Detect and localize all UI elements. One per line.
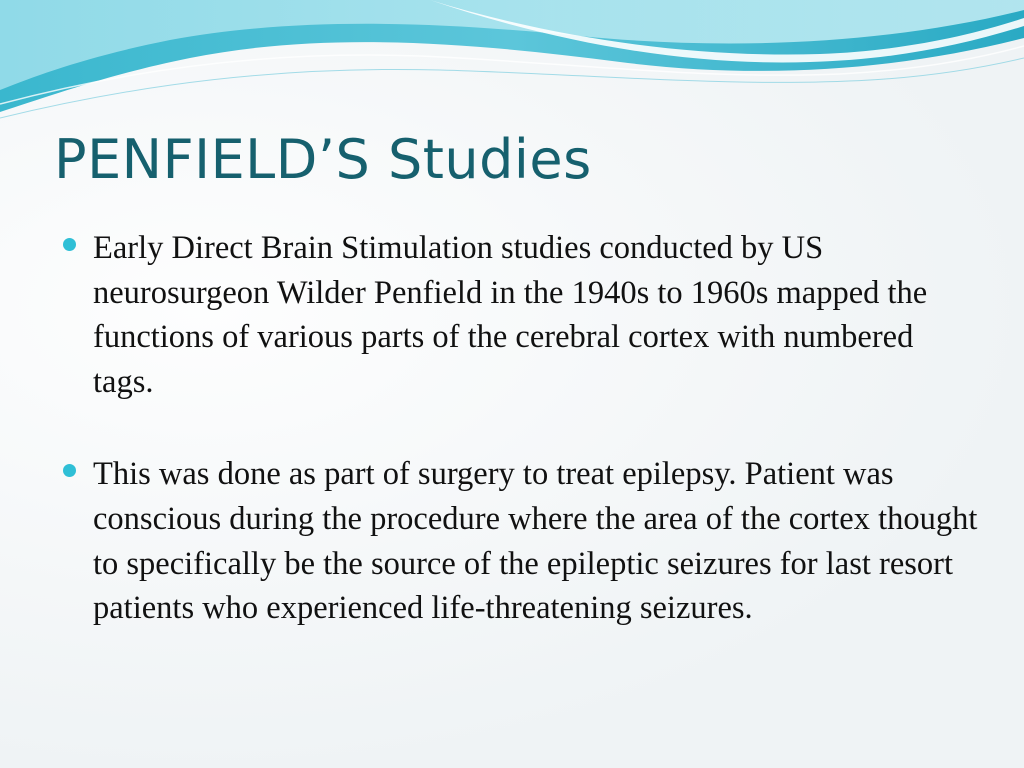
bullet-text-1: Early Direct Brain Stimulation studies conducted by US neurosurgeon Wilder Penfield in the 1940s to 1960s mapped the functions of various parts of the cerebral cortex with numbered tags. (93, 230, 928, 400)
bullet-item-1 (60, 226, 980, 404)
wave-line-2 (0, 58, 1024, 118)
bullet-list (60, 226, 980, 631)
bullet-item-2 (60, 452, 980, 630)
bullet-text-2: This was done as part of surgery to treat epilepsy. Patient was conscious during the procedure where the area of the cortex thought to specifically be the source of the epileptic seizures for last resort patients who experienced life-threatening seizures. (93, 456, 978, 627)
slide-title: PENFIELD’S Studies (54, 128, 592, 191)
bullet-dot-icon (63, 464, 76, 477)
bullet-dot-icon (63, 238, 76, 251)
wave-header-decoration (0, 0, 1024, 130)
